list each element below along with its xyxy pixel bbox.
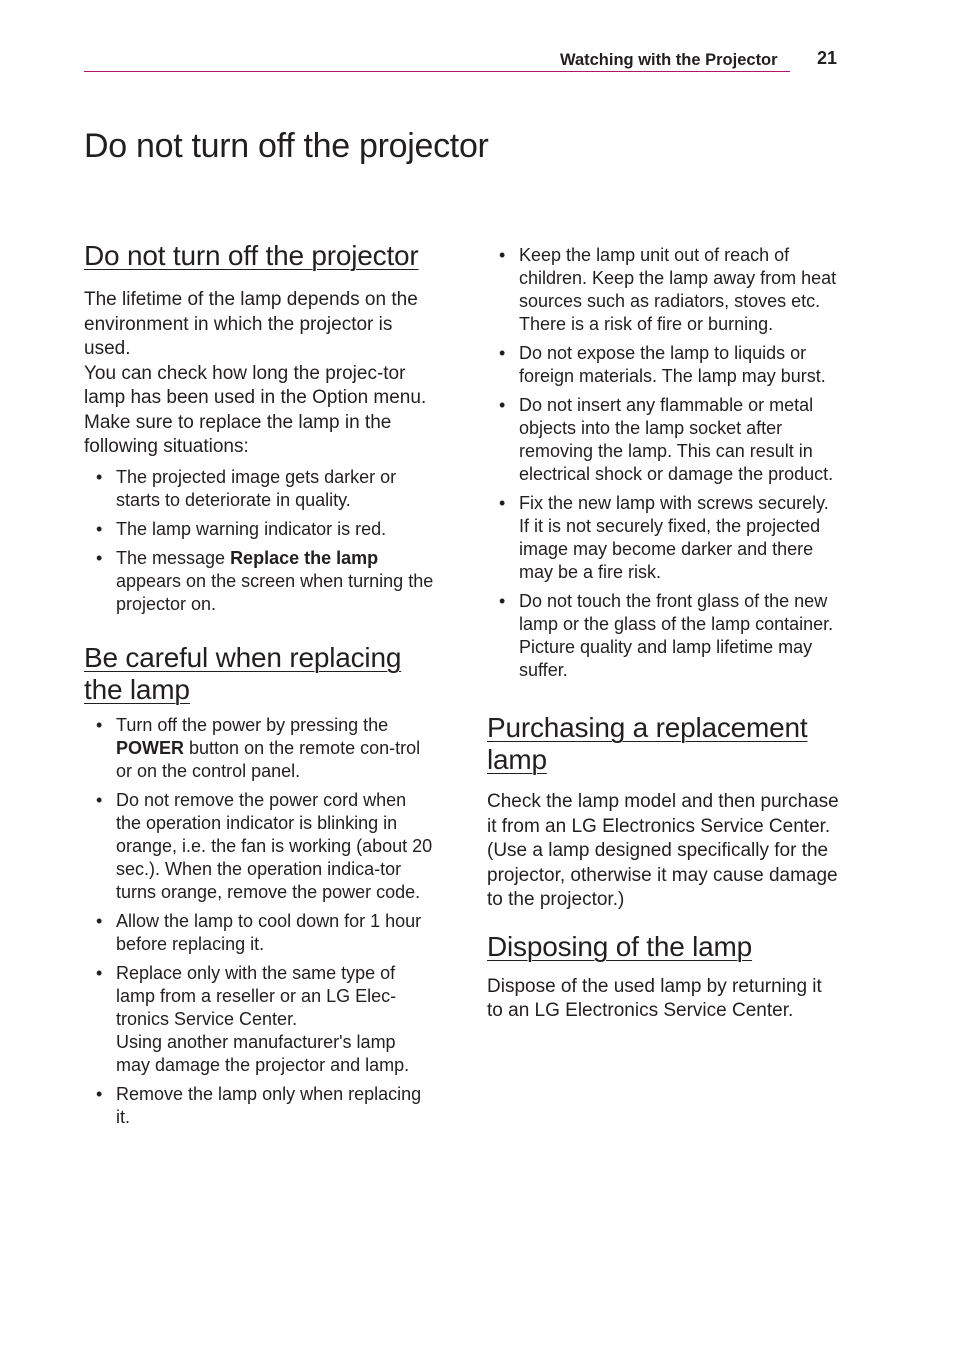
- list-item-text: Using another manufacturer's lamp may damage the projector and lamp.: [116, 1031, 410, 1075]
- paragraph-lamp-lifetime: The lifetime of the lamp depends on the environment in which the projector is used.: [84, 289, 418, 359]
- list-item: [84, 1083, 434, 1129]
- list-item: [487, 244, 839, 336]
- list-item-text: The message: [116, 547, 231, 568]
- list-item-text: Fix the new lamp with screws securely. If it is not securely fixed, the projected image may become darker and there may be a fire risk.: [519, 493, 829, 582]
- paragraph-disposing: Dispose of the used lamp by returning it to an LG Electronics Service Center.: [487, 975, 822, 1021]
- list-item-text: Keep the lamp unit out of reach of children. Keep the lamp away from heat sources such as radiators, stoves etc. There is a risk of fire or burning.: [519, 245, 837, 334]
- list-item-text: button on the remote con-trol or on the control panel.: [116, 737, 421, 781]
- list-item-text: Do not insert any flammable or metal objects into the lamp socket after removing the lamp. This can result in electrical shock or damage the product.: [519, 395, 834, 484]
- list-item: [487, 492, 839, 584]
- section-heading-be-careful: Be careful when replacing the lamp: [84, 641, 402, 705]
- list-item: [84, 910, 434, 956]
- section-heading-disposing: Disposing of the lamp: [487, 930, 753, 962]
- paragraph-purchasing: Check the lamp model and then purchase it from an LG Electronics Service Center. (Use a lamp designed specifically for the projector, otherwise it may cause damage to the projector.): [487, 791, 839, 910]
- list-item: [84, 518, 434, 541]
- header-section-title: Watching with the Projector: [560, 51, 778, 69]
- left-column: [84, 240, 434, 1135]
- header-divider: [84, 71, 790, 72]
- replace-the-lamp-message: Replace the lamp: [230, 547, 379, 568]
- list-item-text: Turn off the power by pressing the: [116, 714, 389, 735]
- list-item: [487, 394, 839, 486]
- section-heading-do-not-turn-off: Do not turn off the projector: [84, 240, 419, 271]
- list-item-text: Do not touch the front glass of the new lamp or the glass of the lamp container. Picture quality and lamp lifetime may suffer.: [519, 591, 834, 680]
- list-item-text: The projected image gets darker or starts to deteriorate in quality.: [116, 466, 397, 510]
- list-item-text: appears on the screen when turning the projector on.: [116, 570, 434, 614]
- list-item-text: Do not remove the power cord when the operation indicator is blinking in orange, i.e. the fan is working (about 20 sec.). When the operation indica-tor turns orange, remove the power code.: [116, 789, 433, 902]
- list-item-text: The lamp warning indicator is red.: [116, 518, 387, 539]
- power-button-label: POWER: [116, 737, 185, 758]
- section-heading-purchasing: Purchasing a replacement lamp: [487, 712, 808, 775]
- list-item: [84, 547, 434, 616]
- be-careful-list: [84, 714, 434, 1129]
- paragraph-check-usage: You can check how long the projec-tor lamp has been used in the Option menu.: [84, 362, 427, 408]
- list-item: [84, 789, 434, 904]
- page-number: 21: [817, 48, 838, 68]
- list-item-text: Do not expose the lamp to liquids or foreign materials. The lamp may burst.: [519, 343, 826, 386]
- list-item: [487, 590, 839, 682]
- list-item: [84, 962, 434, 1077]
- list-item-text: Remove the lamp only when replacing it.: [116, 1083, 422, 1127]
- list-item: [84, 714, 434, 783]
- replace-situations-list: [84, 466, 434, 616]
- lamp-safety-list: [487, 244, 839, 682]
- right-column: [487, 244, 839, 1024]
- list-item: [487, 342, 839, 388]
- list-item: [84, 466, 434, 512]
- paragraph-replace-situations: Make sure to replace the lamp in the following situations:: [84, 411, 392, 457]
- list-item-text: • Replace only with the same type of lamp from a reseller or an LG Elec-tronics Service Center.: [116, 962, 397, 1029]
- page-title: Do not turn off the projector: [84, 127, 489, 165]
- list-item-text: Allow the lamp to cool down for 1 hour before replacing it.: [116, 910, 422, 954]
